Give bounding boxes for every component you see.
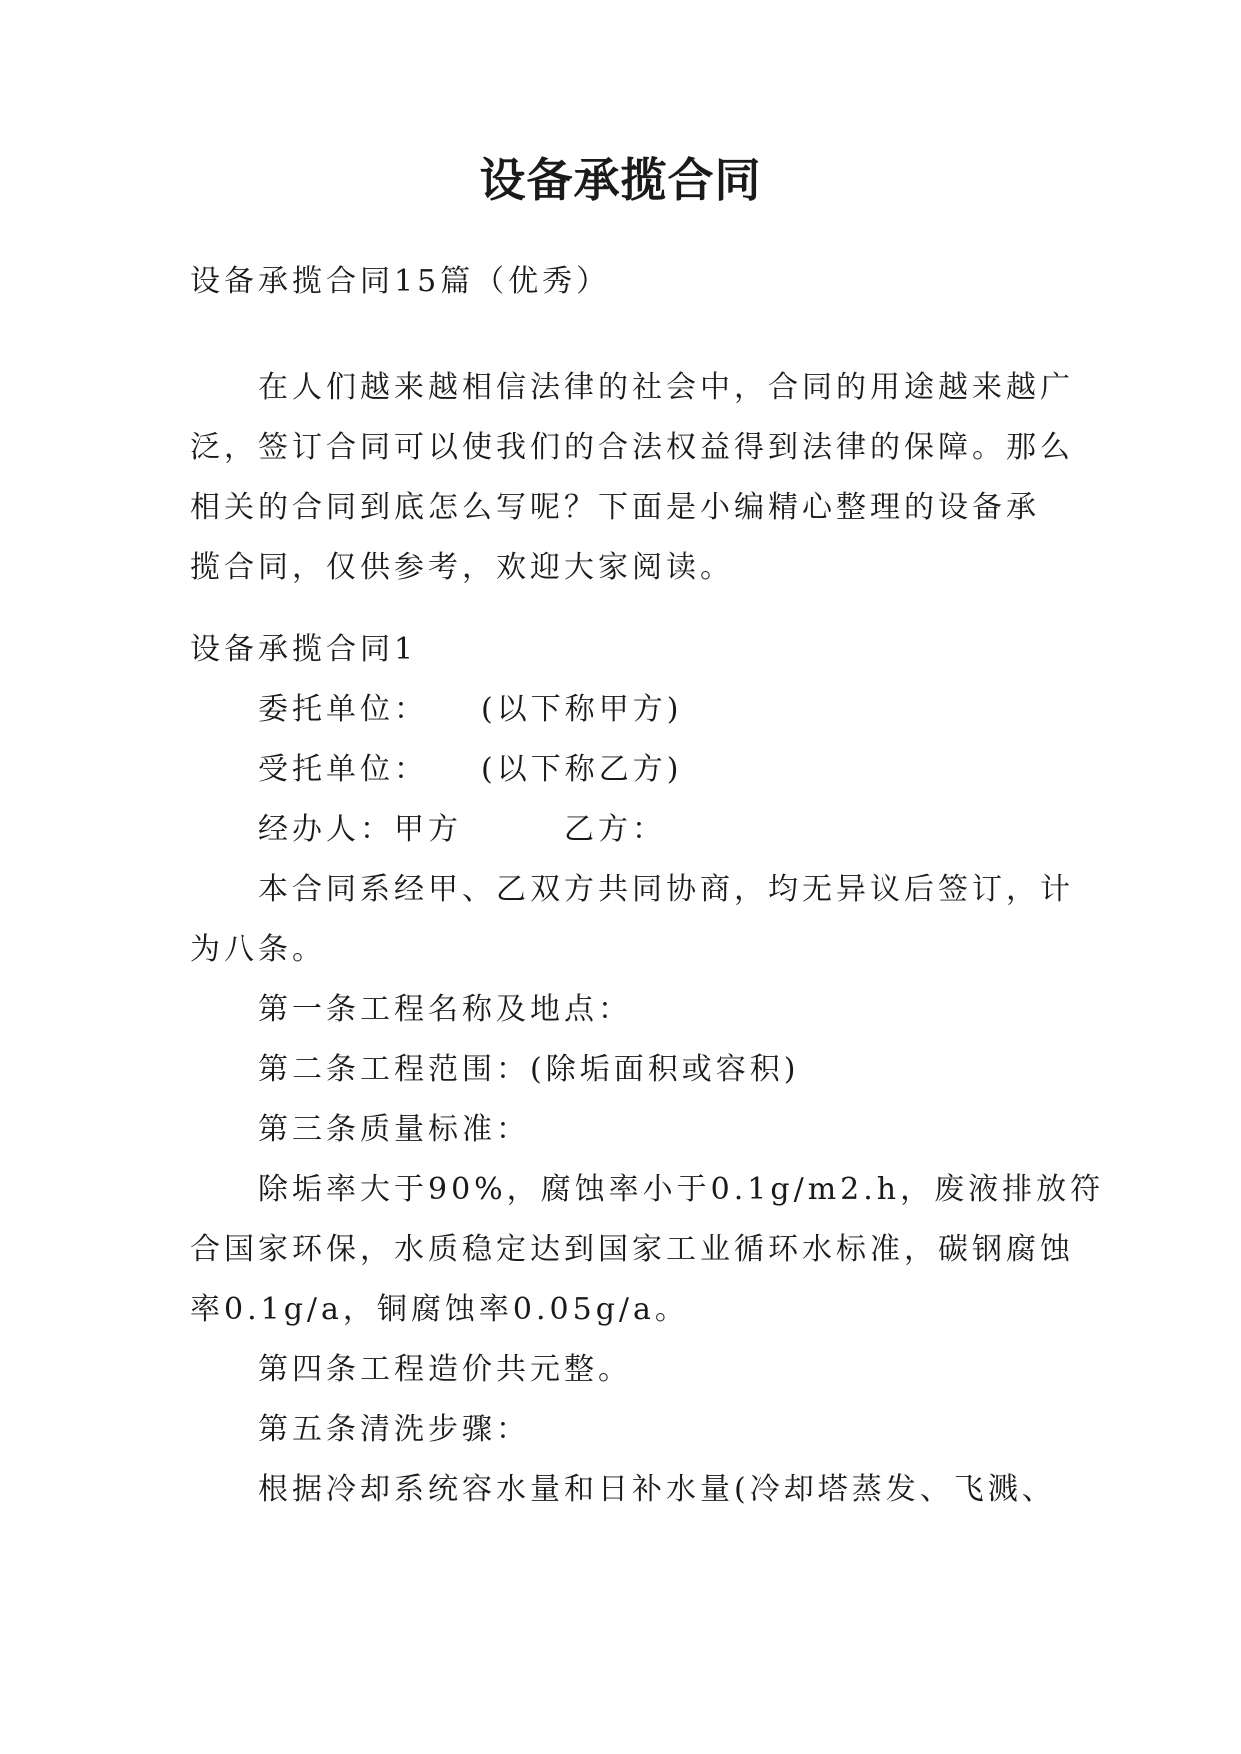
handler-line: 经办人：甲方 乙方： bbox=[258, 812, 666, 847]
agreement-line: 为八条。 bbox=[190, 932, 326, 967]
section-heading: 设备承揽合同1 bbox=[190, 632, 418, 667]
article-4-line: 第四条工程造价共元整。 bbox=[258, 1352, 632, 1387]
client-unit-line: 委托单位： (以下称甲方) bbox=[258, 692, 683, 727]
subtitle-line: 设备承揽合同15篇（优秀） bbox=[190, 264, 611, 299]
article-1-line: 第一条工程名称及地点： bbox=[258, 992, 632, 1027]
document-title: 设备承揽合同 bbox=[479, 153, 762, 207]
intro-line: 在人们越来越相信法律的社会中，合同的用途越来越广 bbox=[258, 370, 1074, 405]
intro-line: 相关的合同到底怎么写呢？下面是小编精心整理的设备承 bbox=[190, 490, 1040, 525]
cleaning-line: 根据冷却系统容水量和日补水量(冷却塔蒸发、飞溅、 bbox=[258, 1472, 1056, 1507]
intro-paragraph bbox=[190, 358, 1074, 598]
article-3-line: 第三条质量标准： bbox=[258, 1112, 530, 1147]
quality-line: 除垢率大于90%，腐蚀率小于0.1g/m2.h，废液排放符 bbox=[258, 1172, 1105, 1207]
quality-line: 合国家环保，水质稳定达到国家工业循环水标准，碳钢腐蚀 bbox=[190, 1232, 1074, 1267]
document-subtitle bbox=[190, 252, 1060, 312]
intro-line: 泛，签订合同可以使我们的合法权益得到法律的保障。那么 bbox=[190, 430, 1074, 465]
article-5-line: 第五条清洗步骤： bbox=[258, 1412, 530, 1447]
quality-line: 率0.1g/a，铜腐蚀率0.05g/a。 bbox=[190, 1292, 689, 1327]
intro-line: 揽合同，仅供参考，欢迎大家阅读。 bbox=[190, 550, 734, 585]
contract-section bbox=[190, 620, 1105, 1520]
agreement-line: 本合同系经甲、乙双方共同协商，均无异议后签订，计 bbox=[258, 872, 1074, 907]
article-2-line: 第二条工程范围：(除垢面积或容积) bbox=[258, 1052, 800, 1087]
contractor-unit-line: 受托单位： (以下称乙方) bbox=[258, 752, 683, 787]
